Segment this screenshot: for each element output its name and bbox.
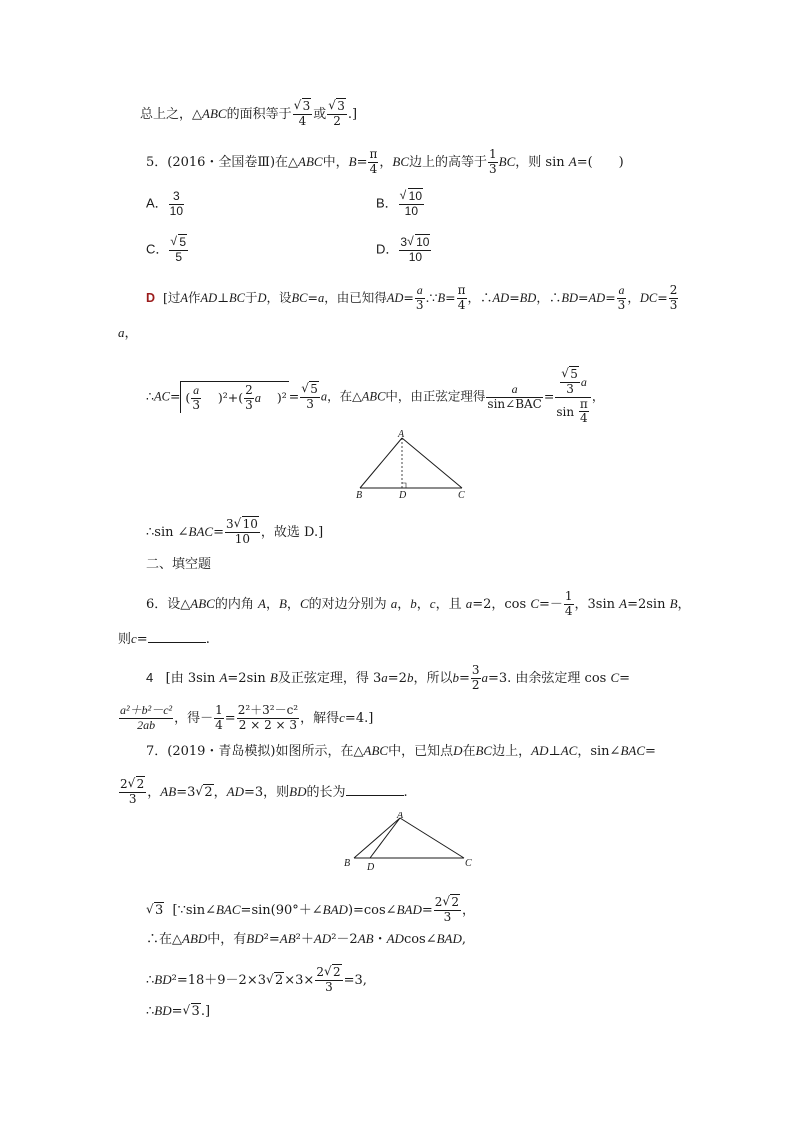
sqrt-expression: ( $\frac{a}{3}$ )²+( $\frac{2}{3}$ a )² bbox=[180, 381, 288, 413]
section-heading: 二、填空题 bbox=[146, 557, 212, 572]
q7-solution-line-2: ∴在△ABD中，有BD²=AB²＋AD²－2AB・ADcos∠BAD, bbox=[146, 931, 467, 947]
q5-solution-line-3: ∴AC= ( $\frac{a}{3}$ )²+( $\frac{2}{3}$ a )² = √ $\frac{5}{3}$ a，在△ABC中，由正弦定理得 $\frac{a}{\text{sin∠BAC}}$ = √ $\frac{5}{3}$ a sin $\frac{\pi}{4}$ ， bbox=[146, 368, 604, 426]
frac-sqrt3-over-4: √ $\frac{3}{4}$ bbox=[293, 100, 313, 129]
q5-solution-final: ∴sin ∠BAC= $\frac{3√ 10}{10}$ ，故选 D.] bbox=[146, 518, 323, 547]
q7-solution-line-4: ∴BD=√ 3.] bbox=[146, 1004, 210, 1018]
answer-blank[interactable] bbox=[148, 630, 206, 643]
label-c: C bbox=[465, 858, 472, 869]
q6-solution-line-2: $\frac{\text{a²＋b²－c²}}{2ab}$ ，得－ $\frac{1}{4}$ = $\frac{\text{2²＋3²－c²}}{2 \times 2 \times 3}$ ，解得c=4.] bbox=[120, 703, 374, 732]
label-c: C bbox=[458, 490, 465, 501]
option-b: B． √ $\frac{10}{10}$ bbox=[376, 190, 425, 219]
frac-1-over-3: $\frac{1}{3}$ bbox=[489, 147, 497, 176]
q5-solution-line-1: D [过A作AD⊥BC于D，设BC=a，由已知得AD= $\frac{a}{3}$ .∵B= $\frac{\pi}{4}$ ，∴AD=BD，∴BD=AD= $\frac{a}{3}$ ，DC= $\frac{2}{3}$ bbox=[146, 283, 678, 312]
frac-pi-over-4: $\frac{\pi}{4}$ bbox=[369, 147, 378, 176]
side-ac bbox=[402, 438, 462, 488]
triangle-figure-2 bbox=[340, 812, 480, 872]
label-a: A bbox=[398, 429, 405, 440]
answer-blank[interactable] bbox=[346, 783, 404, 796]
summary-line: 总上之，△ABC的面积等于 √ $\frac{3}{4}$ 或 √ $\frac{3}{2}$ .] bbox=[140, 100, 357, 129]
label-b: B bbox=[344, 858, 351, 869]
right-angle-mark bbox=[402, 483, 406, 488]
segment-ad bbox=[370, 818, 400, 858]
frac-sqrt3-over-2: √ $\frac{3}{2}$ bbox=[327, 100, 347, 129]
side-ac bbox=[400, 818, 464, 858]
q5-solution-wrap: a， bbox=[118, 325, 138, 341]
question-7-stem: 7．(2019・青岛模拟)如图所示，在△ABC中，已知点D在BC边上，AD⊥AC，sin∠BAC= bbox=[146, 743, 656, 759]
option-d: D． $\frac{3√ 10}{10}$ bbox=[376, 236, 432, 265]
q7-solution-line-1: √ 3 [∵sin∠BAC=sin(90°＋∠BAD)=cos∠BAD= $\frac{2√ 2}{3}$ ， bbox=[146, 896, 475, 925]
label-b: B bbox=[356, 490, 363, 501]
label-a: A bbox=[397, 812, 404, 821]
label-d: D bbox=[399, 490, 407, 501]
side-ab bbox=[354, 818, 400, 858]
option-c: C． √ $\frac{5}{5}$ bbox=[146, 236, 189, 265]
triangle-figure-1 bbox=[350, 428, 480, 502]
label-d: D bbox=[367, 862, 375, 872]
q7-solution-line-3: ∴BD²=18＋9－2×3√ 2×3× $\frac{2√ 2}{3}$ =3, bbox=[146, 966, 367, 995]
question-5-stem: 5．(2016・全国卷Ⅲ)在△ABC中，B= $\frac{\pi}{4}$ ，BC边上的高等于 $\frac{1}{3}$ BC，则 sin A=( ) bbox=[146, 147, 624, 176]
answer-sqrt3: √ 3 bbox=[146, 904, 164, 917]
question-6-stem: 6．设△ABC的内角 A，B，C的对边分别为 a，b，c，且 a=2，cos C=－ $\frac{1}{4}$ ，3sin A=2sin B， bbox=[146, 589, 691, 618]
question-7-line-2: $\frac{2√ 2}{3}$ ，AB=3√ 2，AD=3，则BD的长为 . bbox=[118, 778, 408, 807]
question-6-blank-line: 则c= . bbox=[118, 631, 210, 647]
answer-letter: D bbox=[146, 290, 156, 305]
option-a: A． $\frac{3}{10}$ bbox=[146, 189, 184, 218]
q6-solution-line-1: 4 [由 3sin A=2sin B及正弦定理，得 3a=2b，所以b= $\frac{3}{2}$ a=3. 由余弦定理 cos C= bbox=[146, 663, 631, 692]
side-ab bbox=[360, 438, 402, 488]
